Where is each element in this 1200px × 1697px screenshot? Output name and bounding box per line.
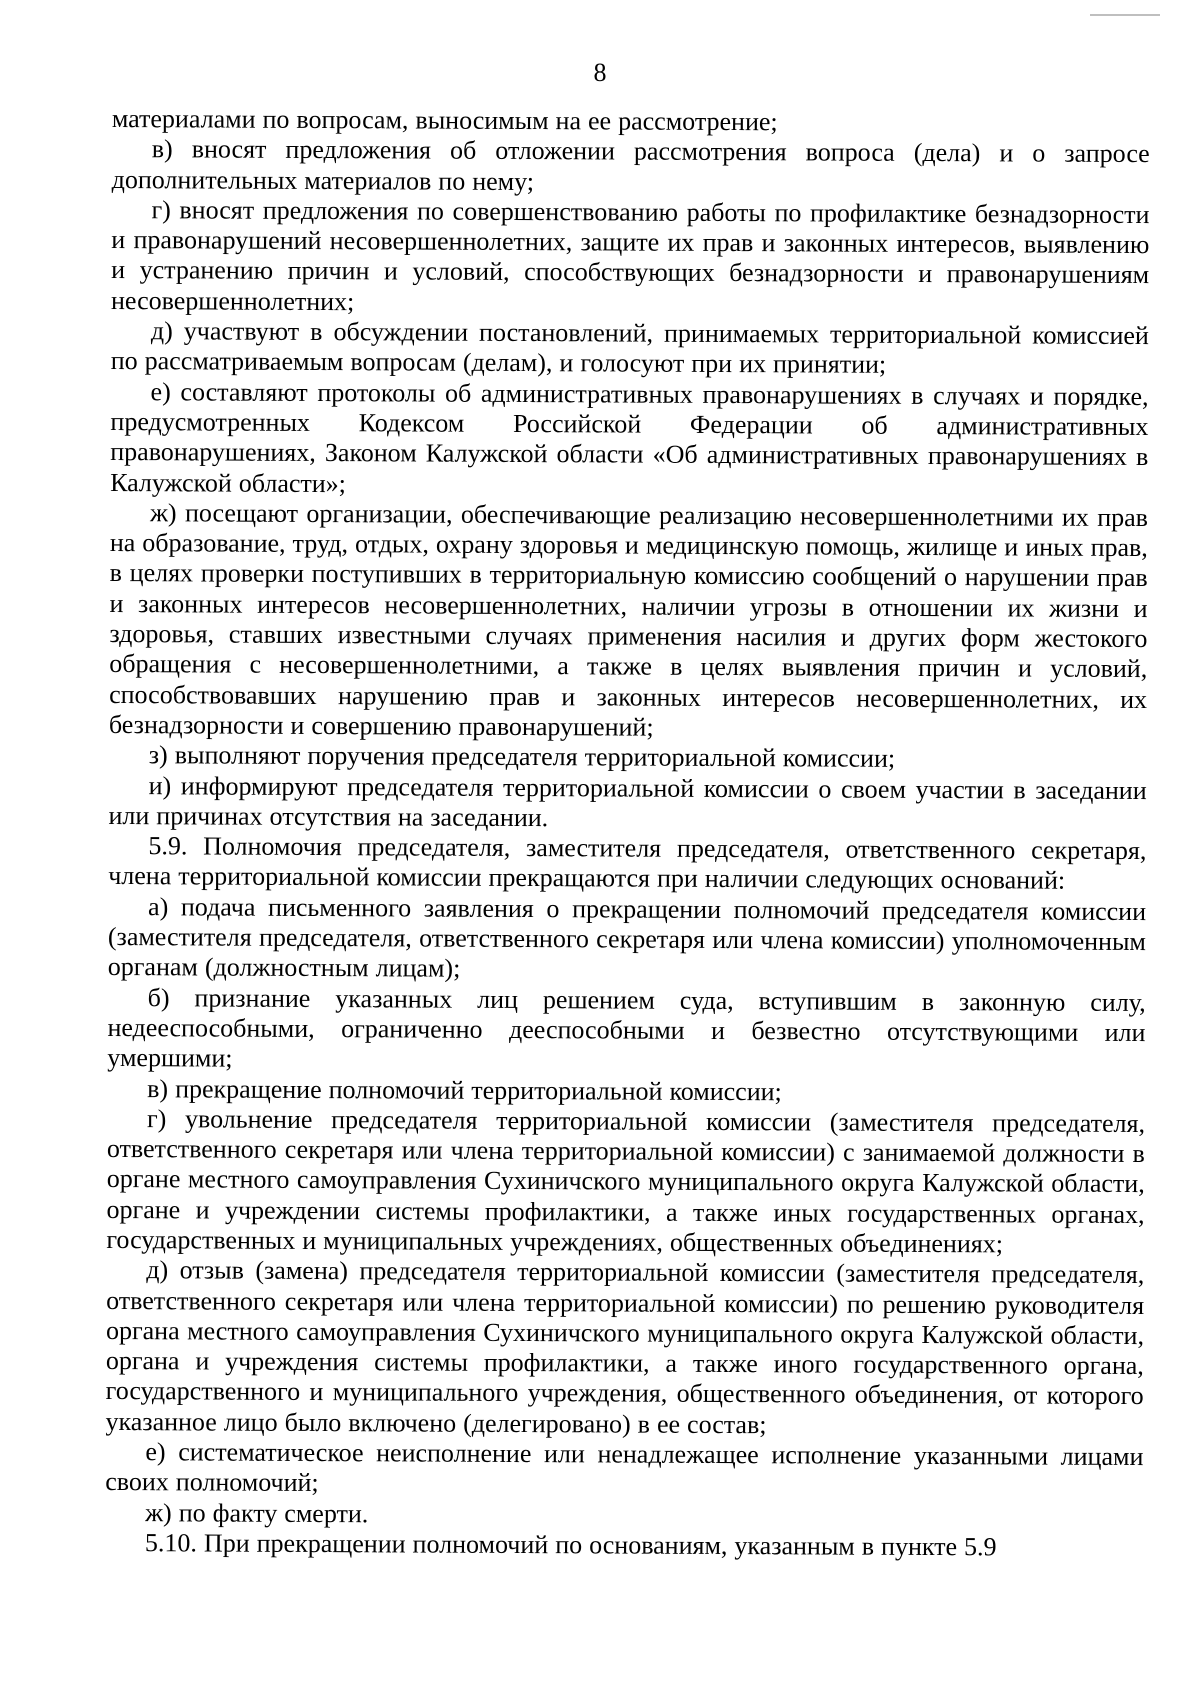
paragraph-ground-zh: ж) по факту смерти. [145,1497,369,1528]
paragraph-item-z: з) выполняют поручения председателя территориальной комиссии; [148,740,896,774]
paragraph-ground-g: г) увольнение председателя территориальной комиссии (заместителя председателя, ответственного секретаря или члена территориальной комиссии) с занимаемой должности в органе местного самоуправления Сухиничского муниципального округа Калужской области, органе и учреждении системы профилактики, а также иных государственных органах, государственных и муниципальных учреждениях, общественных объединениях; [106,1103,1146,1259]
paragraph-ground-v: в) прекращение полномочий территориальной комиссии; [147,1073,782,1106]
paragraph-item-zh: ж) посещают организации, обеспечивающие реализацию несовершеннолетними их прав на образование, труд, отдых, охрану здоровья и медицинскую помощь, жилище и иных прав, в целях проверки поступивших в территориальную комиссию сообщений о нарушении прав и законных интересов несовершеннолетних, наличии угрозы в отношении их жизни и здоровья, ставших известными случаях применения насилия и других форм жестокого обращения с несовершеннолетними, а также в целях выявления причин и условий, способствовавших нарушению прав и законных интересов несовершеннолетних, их безнадзорности и совершению правонарушений; [108,498,1149,742]
paragraph-item-e: е) составляют протоколы об административных правонарушениях в случаях и порядке, предусмотренных Кодексом Российской Федерации об административных правонарушениях, Законом Калужской области «Об административных правонарушениях в Калужской области»; [110,376,1149,498]
paragraph-ground-e: е) систематическое неисполнение или ненадлежащее исполнение указанными лицами своих полномочий; [105,1437,1144,1498]
paragraph-item-i: и) информируют председателя территориальной комиссии о своем участии в заседании или причинах отсутствия на заседании. [108,770,1147,832]
paragraph-ground-d: д) отзыв (замена) председателя территориальной комиссии (заместителя председателя, ответственного секретаря или члена территориальной комиссии) по решению руководителя органа местного самоуправления Сухиничского муниципального округа Калужской области, органа и учреждения системы профилактики, а также иного государственного органа, государственного и муниципального учреждения, общественного объединения, от которого указанное лицо было включено (делегировано) в ее состав; [105,1255,1145,1439]
page-number: 8 [593,58,607,87]
paragraph-ground-a: а) подача письменного заявления о прекращении полномочий председателя комиссии (заместителя председателя, ответственного секретаря или члена комиссии) уполномоченным органам (должностным лицам); [107,891,1147,984]
paragraph-clause-5-10: 5.10. При прекращении полномочий по основаниям, указанным в пункте 5.9 [144,1528,997,1562]
document-body [105,104,1150,1563]
paragraph-ground-b: б) признание указанных лиц решением суда, вступившим в законную силу, недееспособными, ограниченно дееспособными и безвестно отсутствующими или умершими; [107,982,1146,1073]
paragraph-item-d: д) участвуют в обсуждении постановлений, принимаемых территориальной комиссией по рассматриваемым вопросам (делам), и голосуют при их принятии; [110,316,1149,380]
paragraph-continuation: материалами по вопросам, выносимым на ее рассмотрение; [111,104,778,137]
paragraph-item-g: г) вносят предложения по совершенствованию работы по профилактике безнадзорности и правонарушений несовершеннолетних, защите их прав и законных интересов, выявлению и устранению причин и условий, способствующих безнадзорности и правонарушениям несовершеннолетних; [110,195,1150,316]
paragraph-clause-5-9: 5.9. Полномочия председателя, заместителя председателя, ответственного секретаря, члена территориальной комиссии прекращаются при наличии следующих оснований: [108,831,1147,896]
paragraph-item-v: в) вносят предложения об отложении рассмотрения вопроса (дела) и о запросе дополнительных материалов по нему; [111,134,1150,196]
scan-artifact-line [1090,14,1160,16]
